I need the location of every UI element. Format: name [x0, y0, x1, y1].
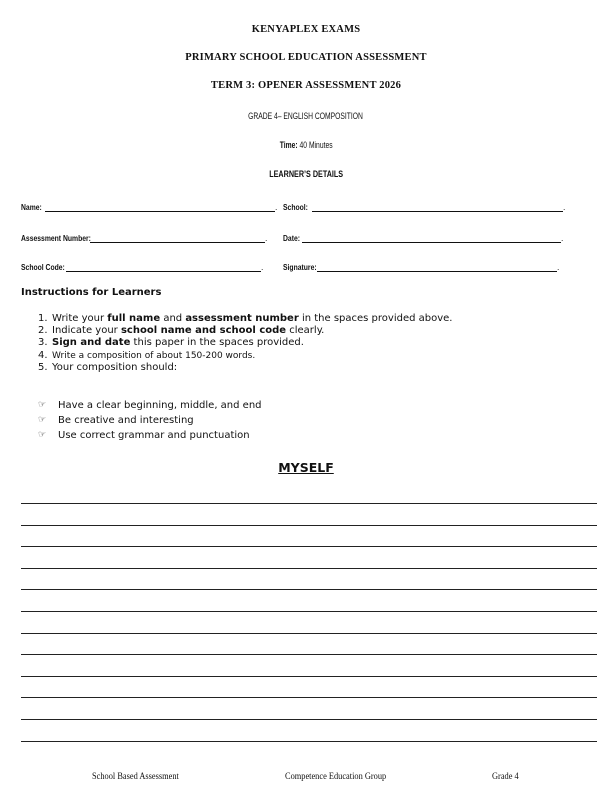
- name-line[interactable]: [45, 201, 275, 212]
- school-code-field[interactable]: [21, 258, 265, 272]
- name-field[interactable]: [21, 198, 279, 212]
- date-field[interactable]: [283, 229, 565, 243]
- fields-row-1: [21, 198, 597, 212]
- writing-line[interactable]: [21, 697, 597, 698]
- pointing-hand-icon: ☞: [38, 430, 47, 440]
- fields-row-3: [21, 258, 597, 272]
- separator-dot: .: [557, 262, 560, 272]
- assessment-number-field[interactable]: [21, 229, 269, 243]
- signature-line[interactable]: [317, 261, 557, 272]
- instruction-step: 1. Write your full name and assessment number in the spaces provided above.: [38, 313, 453, 324]
- writing-line[interactable]: [21, 503, 597, 504]
- assessment-number-label: Assessment Number:: [21, 233, 91, 243]
- writing-line[interactable]: [21, 719, 597, 720]
- composition-title: MYSELF: [278, 460, 334, 475]
- grade-subject: GRADE 4– ENGLISH COMPOSITION: [248, 111, 364, 121]
- separator-dot: .: [275, 202, 278, 212]
- writing-line[interactable]: [21, 546, 597, 547]
- writing-line[interactable]: [21, 654, 597, 655]
- instruction-step: 3. Sign and date this paper in the spaces provided.: [38, 337, 304, 349]
- time-line: [0, 140, 612, 150]
- learner-details-heading: LEARNER’S DETAILS: [269, 169, 343, 179]
- separator-dot: .: [563, 202, 566, 212]
- criteria-item: ☞ Have a clear beginning, middle, and end: [38, 400, 262, 411]
- writing-line[interactable]: [21, 611, 597, 612]
- date-label: Date:: [283, 233, 301, 243]
- instruction-step: 4. Write a composition of about 150-200 words.: [38, 349, 256, 361]
- footer-left: School Based Assessment: [92, 772, 179, 782]
- term-title: TERM 3: OPENER ASSESSMENT 2026: [210, 80, 402, 91]
- school-label: School:: [283, 202, 308, 212]
- school-code-label: School Code:: [21, 262, 65, 272]
- separator-dot: .: [561, 233, 564, 243]
- separator-dot: .: [261, 262, 264, 272]
- writing-line[interactable]: [21, 741, 597, 742]
- school-field[interactable]: [283, 198, 567, 212]
- date-line[interactable]: [302, 232, 561, 243]
- footer-right: Grade 4: [492, 772, 519, 782]
- pointing-hand-icon: ☞: [38, 400, 47, 410]
- org-name: KENYAPLEX EXAMS: [251, 24, 361, 35]
- footer-center: Competence Education Group: [285, 772, 387, 782]
- instruction-steps: [38, 313, 452, 374]
- writing-line[interactable]: [21, 525, 597, 526]
- writing-line[interactable]: [21, 568, 597, 569]
- signature-label: Signature:: [283, 262, 317, 272]
- composition-criteria: [38, 398, 262, 443]
- school-line[interactable]: [312, 201, 563, 212]
- separator-dot: .: [265, 233, 268, 243]
- fields-row-2: [21, 229, 597, 243]
- time-label: Time:: [279, 140, 298, 150]
- writing-line[interactable]: [21, 589, 597, 590]
- criteria-item: ☞ Use correct grammar and punctuation: [38, 430, 250, 441]
- criteria-item: ☞ Be creative and interesting: [38, 415, 194, 426]
- assessment-number-line[interactable]: [90, 232, 265, 243]
- assessment-title: PRIMARY SCHOOL EDUCATION ASSESSMENT: [185, 52, 427, 63]
- writing-line[interactable]: [21, 676, 597, 677]
- instruction-step: 2. Indicate your school name and school code clearly.: [38, 325, 325, 337]
- school-code-line[interactable]: [66, 261, 261, 272]
- signature-field[interactable]: [283, 258, 561, 272]
- writing-line[interactable]: [21, 633, 597, 634]
- instructions-title: Instructions for Learners: [21, 287, 162, 298]
- pointing-hand-icon: ☞: [38, 415, 47, 425]
- instruction-step: 5. Your composition should:: [38, 361, 178, 373]
- time-value: 40 Minutes: [297, 140, 333, 150]
- name-label: Name:: [21, 202, 42, 212]
